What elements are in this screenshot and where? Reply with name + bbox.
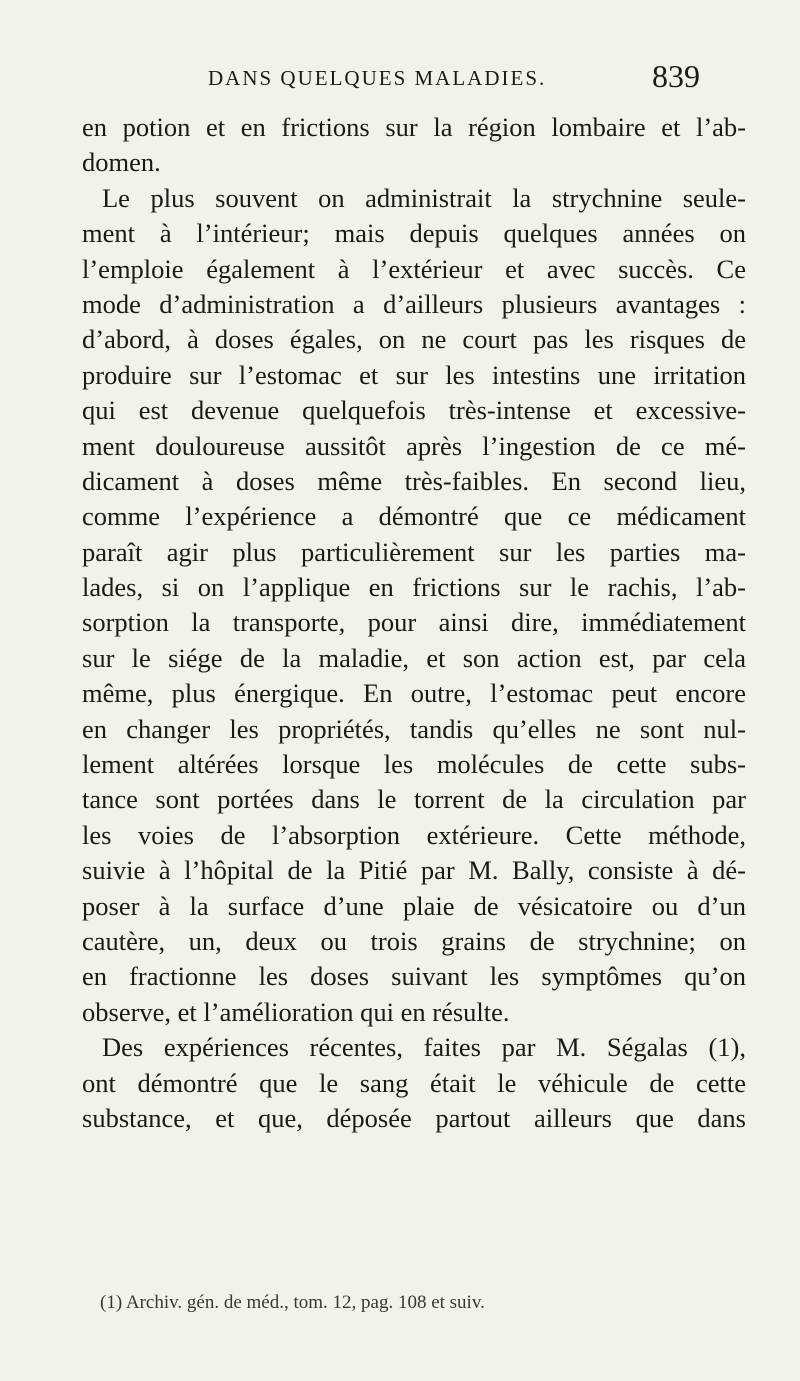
text-line: en changer les propriétés, tandis qu’elles ne sont nul- [82, 713, 746, 744]
body-text [82, 110, 746, 1136]
text-line: poser à la surface d’une plaie de vésicatoire ou d’un [82, 890, 746, 921]
text-line: sorption la transporte, pour ainsi dire, immédiatement [82, 607, 746, 638]
text-line: sur le siége de la maladie, et son action est, par cela [82, 642, 746, 673]
text-line: les voies de l’absorption extérieure. Cette méthode, [82, 819, 746, 850]
text-line: d’abord, à doses égales, on ne court pas les risques de [82, 324, 746, 355]
text-line: substance, et que, déposée partout ailleurs que dans [82, 1102, 746, 1133]
text-line: ment douloureuse aussitôt après l’ingestion de ce mé- [82, 430, 746, 461]
page-number: 839 [652, 58, 700, 94]
footnote: (1) Archiv. gén. de méd., tom. 12, pag. 108 et suiv. [100, 1292, 485, 1313]
text-line: cautère, un, deux ou trois grains de strychnine; on [82, 925, 746, 956]
text-line: Des expériences récentes, faites par M. Ségalas (1), [102, 1032, 746, 1063]
running-title: DANS QUELQUES MALADIES. [208, 66, 547, 90]
text-line: qui est devenue quelquefois très-intense et excessive- [82, 395, 746, 426]
text-line: dicament à doses même très-faibles. En second lieu, [82, 465, 746, 496]
text-line: Le plus souvent on administrait la strychnine seule- [102, 182, 746, 213]
text-line: produire sur l’estomac et sur les intestins une irritation [82, 359, 746, 390]
text-line: suivie à l’hôpital de la Pitié par M. Bally, consiste à dé- [82, 855, 746, 886]
page-header [200, 58, 700, 102]
text-line: mode d’administration a d’ailleurs plusieurs avantages : [82, 288, 746, 319]
text-line: en potion et en frictions sur la région lombaire et l’ab- [82, 112, 746, 142]
text-line: ment à l’intérieur; mais depuis quelques années on [82, 218, 746, 249]
text-line: lades, si on l’applique en frictions sur le rachis, l’ab- [82, 572, 746, 603]
text-line: paraît agir plus particulièrement sur les parties ma- [82, 536, 746, 567]
text-line: domen. [82, 147, 161, 178]
text-line: lement altérées lorsque les molécules de cette subs- [82, 749, 746, 780]
text-line: en fractionne les doses suivant les symptômes qu’on [82, 961, 746, 992]
text-line: ont démontré que le sang était le véhicule de cette [82, 1067, 746, 1098]
text-line: comme l’expérience a démontré que ce médicament [82, 501, 746, 532]
text-line: même, plus énergique. En outre, l’estomac peut encore [82, 678, 746, 709]
text-line: observe, et l’amélioration qui en résulte. [82, 996, 510, 1027]
text-line: tance sont portées dans le torrent de la circulation par [82, 784, 746, 815]
text-line: l’emploie également à l’extérieur et avec succès. Ce [82, 253, 746, 284]
